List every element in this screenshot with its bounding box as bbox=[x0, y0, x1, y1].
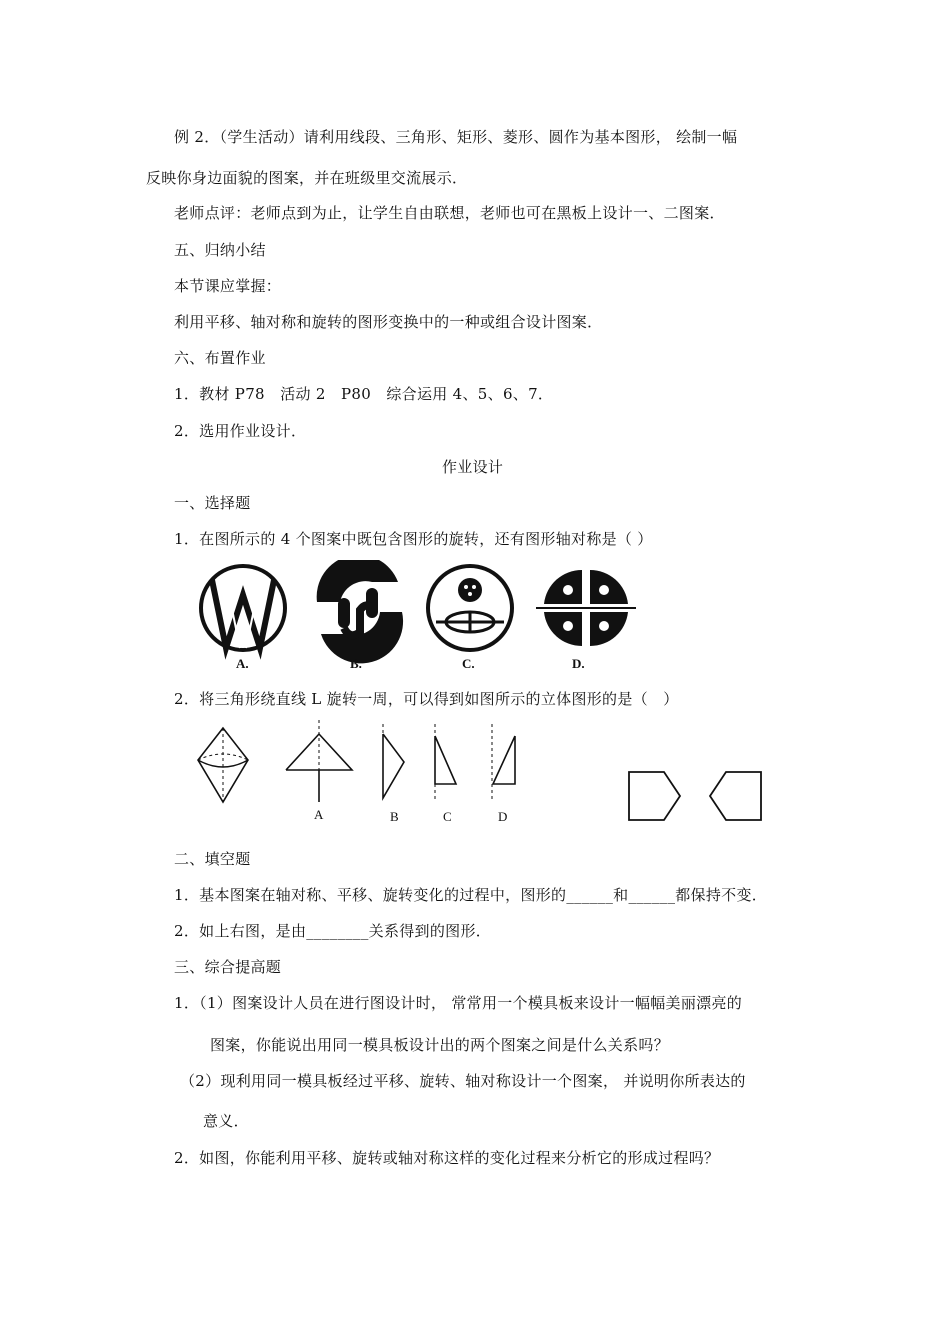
option-c-shape bbox=[435, 724, 456, 802]
figure-patterns bbox=[190, 560, 640, 675]
comprehensive-q1-part2-line2: 意义． bbox=[203, 1112, 249, 1130]
comprehensive-q1-part1-line1: 1．（1）图案设计人员在进行图设计时， 常常用一个模具板来设计一幅幅美丽漂亮的 bbox=[174, 994, 743, 1012]
teacher-comment: 老师点评：老师点到为止，让学生自由联想，老师也可在黑板上设计一、二图案． bbox=[174, 204, 725, 222]
choice-question-2: 2．将三角形绕直线 L 旋转一周，可以得到如图所示的立体图形的是（ ） bbox=[174, 690, 679, 708]
double-cone bbox=[198, 728, 248, 802]
summary-intro: 本节课应掌握： bbox=[174, 277, 282, 295]
homework-design-title: 作业设计 bbox=[442, 458, 504, 476]
pentagon-right-pointing bbox=[629, 772, 680, 820]
pattern-c bbox=[428, 566, 512, 650]
pattern-label-a: A. bbox=[236, 656, 249, 671]
option-a-shape bbox=[286, 720, 352, 802]
example-2-line-1: 例 2．（学生活动）请利用线段、三角形、矩形、菱形、圆作为基本图形， 绘制一幅 bbox=[174, 128, 738, 146]
option-label-b: B bbox=[390, 809, 399, 824]
choice-question-1: 1．在图所示的 4 个图案中既包含图形的旋转，还有图形轴对称是（ ） bbox=[174, 530, 653, 548]
pattern-label-c: C. bbox=[462, 656, 475, 671]
option-label-c: C bbox=[443, 809, 452, 824]
pattern-a bbox=[201, 566, 285, 650]
homework-item-2: 2．选用作业设计． bbox=[174, 422, 307, 440]
pattern-b bbox=[317, 560, 403, 663]
option-b-shape bbox=[383, 724, 404, 802]
section-comprehensive-heading: 三、综合提高题 bbox=[174, 958, 282, 976]
summary-content: 利用平移、轴对称和旋转的图形变换中的一种或组合设计图案． bbox=[174, 313, 603, 331]
figure-rotation bbox=[190, 718, 780, 830]
section-summary-heading: 五、归纳小结 bbox=[174, 241, 266, 259]
section-fill-heading: 二、填空题 bbox=[174, 850, 251, 868]
option-d-shape bbox=[492, 724, 515, 802]
comprehensive-question-2: 2．如图，你能利用平移、旋转或轴对称这样的变化过程来分析它的形成过程吗？ bbox=[174, 1149, 720, 1167]
section-homework-heading: 六、布置作业 bbox=[174, 349, 266, 367]
pattern-label-d: D. bbox=[572, 656, 585, 671]
option-label-d: D bbox=[498, 809, 508, 824]
pattern-label-b: B. bbox=[350, 656, 362, 671]
example-2-line-2: 反映你身边面貌的图案，并在班级里交流展示． bbox=[146, 169, 468, 187]
section-choice-heading: 一、选择题 bbox=[174, 494, 251, 512]
fill-question-2: 2．如上右图，是由________关系得到的图形． bbox=[174, 922, 492, 940]
option-label-a: A bbox=[314, 807, 324, 822]
comprehensive-q1-part2-line1: （2）现利用同一模具板经过平移、旋转、轴对称设计一个图案， 并说明你所表达的 bbox=[180, 1072, 746, 1090]
fill-question-1: 1．基本图案在轴对称、平移、旋转变化的过程中，图形的______和______都保持不变． bbox=[174, 886, 768, 904]
pattern-d bbox=[536, 570, 636, 646]
comprehensive-q1-part1-line2: 图案，你能说出用同一模具板设计出的两个图案之间是什么关系吗？ bbox=[210, 1036, 670, 1054]
homework-item-1: 1．教材 P78 活动 2 P80 综合运用 4、5、6、7． bbox=[174, 385, 554, 403]
pentagon-left-pointing bbox=[710, 772, 761, 820]
